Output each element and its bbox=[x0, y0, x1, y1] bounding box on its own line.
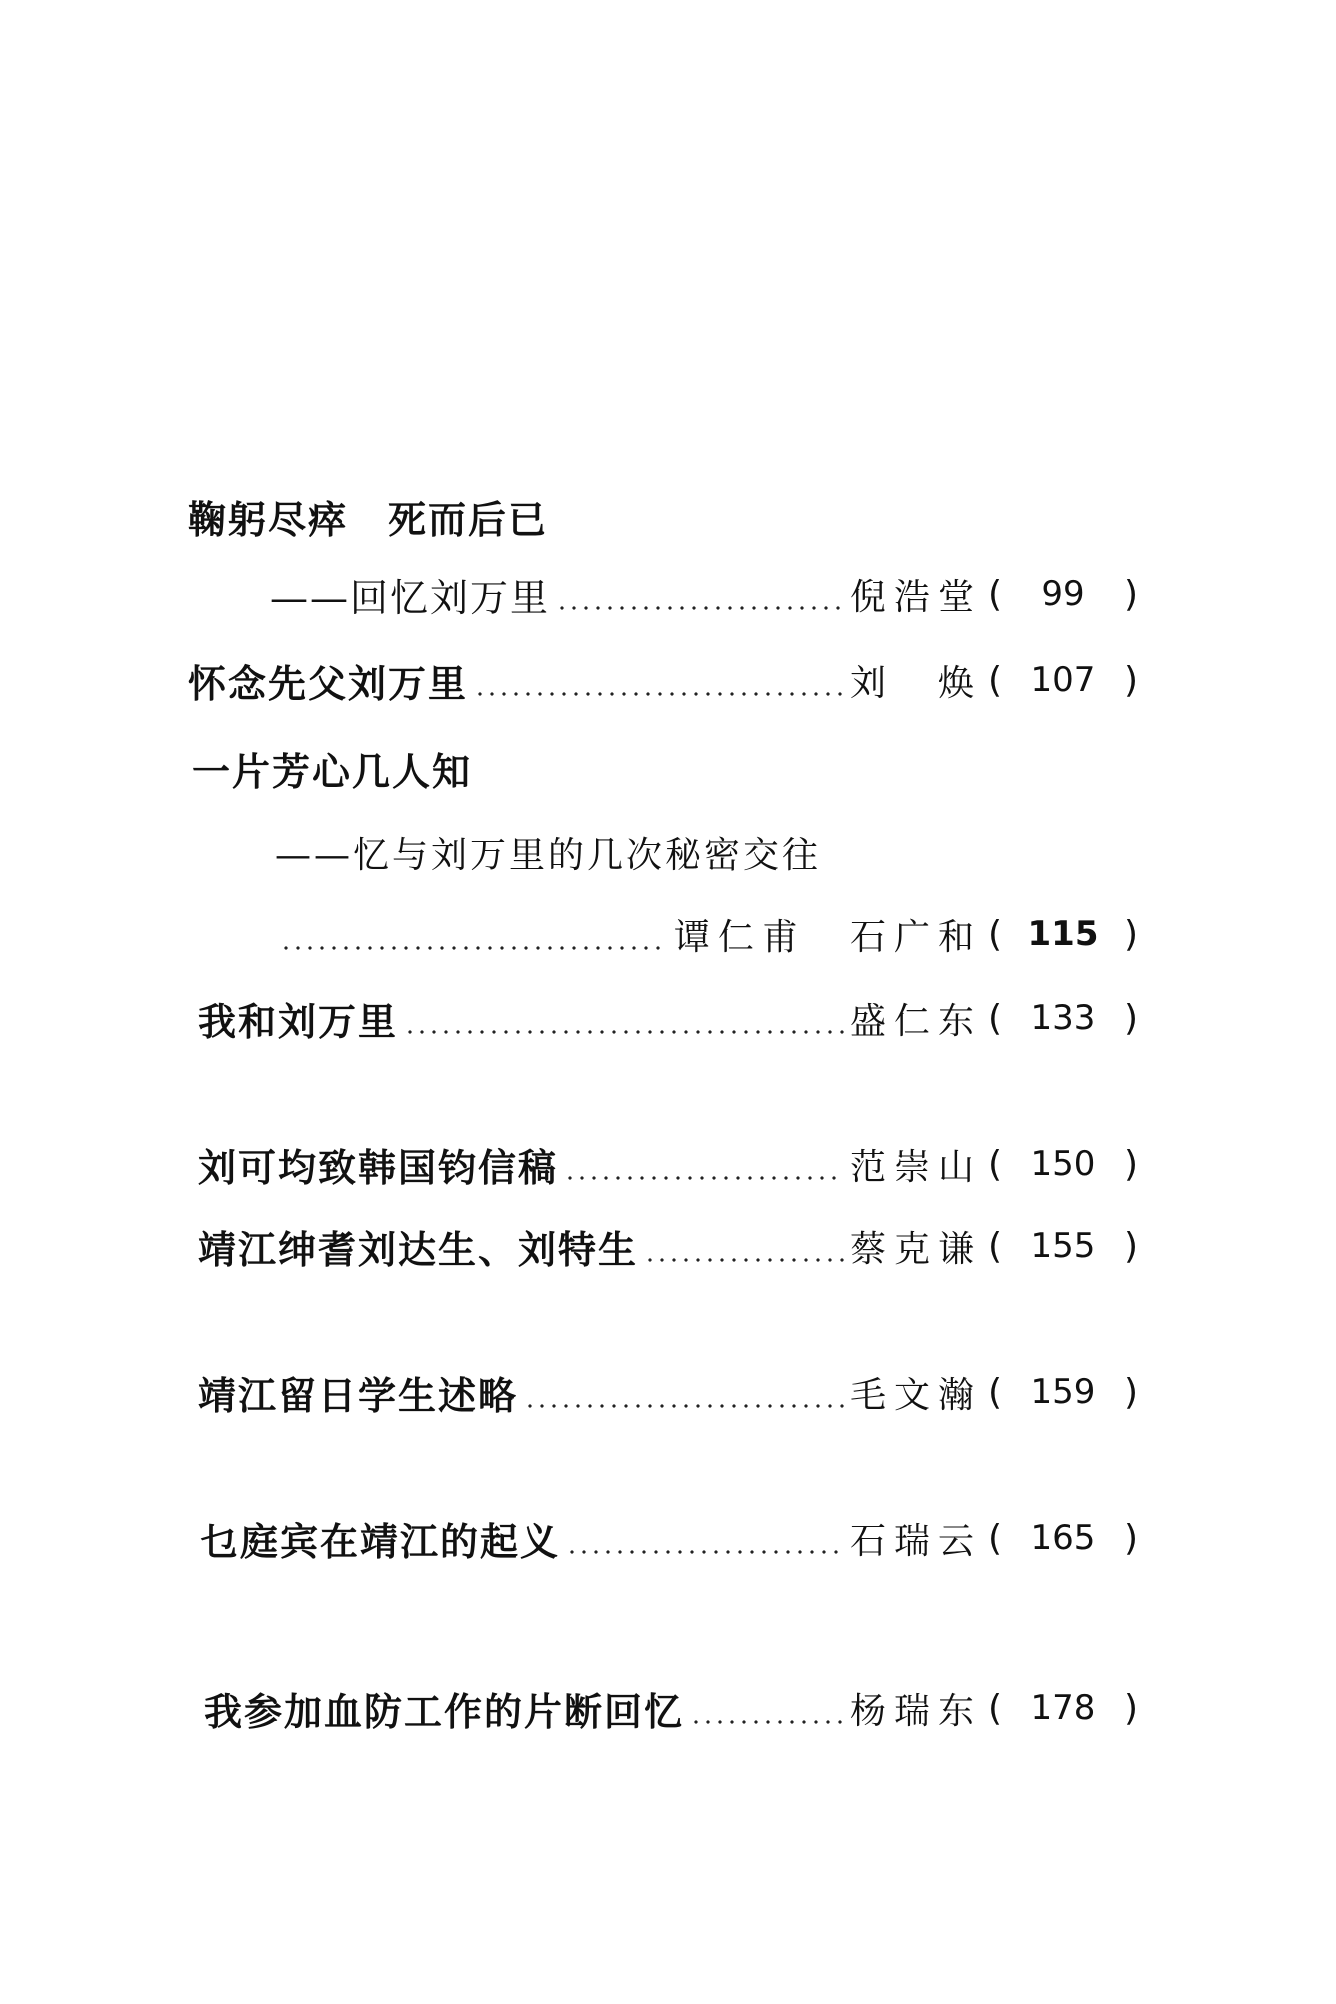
toc-page-number: 159 bbox=[1030, 1372, 1096, 1412]
toc-subheading bbox=[275, 824, 1138, 880]
toc-entry bbox=[198, 1364, 1138, 1420]
toc-entry bbox=[188, 652, 1138, 708]
paren-open: ( bbox=[988, 1371, 1003, 1413]
toc-author: 石瑞云 bbox=[849, 1520, 982, 1562]
paren-open: ( bbox=[988, 1143, 1003, 1185]
paren-close: ) bbox=[1123, 913, 1138, 955]
toc-heading bbox=[188, 488, 1088, 544]
toc-page-ref bbox=[988, 914, 1138, 955]
toc-author: 范崇山 bbox=[849, 1146, 982, 1188]
toc-entry bbox=[200, 1510, 1138, 1566]
toc-title: 靖江绅耆刘达生、刘特生 bbox=[198, 1226, 639, 1272]
paren-open: ( bbox=[988, 1687, 1003, 1729]
paren-close: ) bbox=[1123, 1517, 1138, 1559]
paren-open: ( bbox=[988, 1225, 1003, 1267]
toc-title: 我参加血防工作的片断回忆 bbox=[204, 1688, 685, 1734]
toc-entry bbox=[198, 1136, 1138, 1192]
toc-entry bbox=[270, 566, 1138, 622]
toc-page-number: 150 bbox=[1030, 1144, 1096, 1184]
toc-entry bbox=[280, 906, 1138, 962]
toc-heading bbox=[192, 740, 1092, 796]
toc-page-ref bbox=[988, 1518, 1138, 1559]
toc-page-ref bbox=[988, 660, 1138, 701]
toc-entry bbox=[198, 990, 1138, 1046]
dot-leader bbox=[524, 1404, 844, 1408]
toc-author: 刘 焕 bbox=[849, 662, 982, 704]
toc-page-number: 178 bbox=[1030, 1688, 1096, 1728]
toc-page-number: 115 bbox=[1027, 914, 1099, 954]
dot-leader bbox=[280, 946, 668, 950]
toc-entry bbox=[198, 1218, 1138, 1274]
toc-page-ref bbox=[988, 574, 1138, 615]
toc-page-number: 165 bbox=[1030, 1518, 1096, 1558]
toc-author: 毛文瀚 bbox=[849, 1374, 982, 1416]
toc-page-ref bbox=[988, 998, 1138, 1039]
toc-page-ref bbox=[988, 1688, 1138, 1729]
paren-close: ) bbox=[1123, 1687, 1138, 1729]
paren-close: ) bbox=[1123, 1225, 1138, 1267]
toc-author: 盛仁东 bbox=[849, 1000, 982, 1042]
toc-page-number: 133 bbox=[1030, 998, 1096, 1038]
paren-close: ) bbox=[1123, 1143, 1138, 1185]
paren-close: ) bbox=[1123, 659, 1138, 701]
paren-close: ) bbox=[1123, 1371, 1138, 1413]
dot-leader bbox=[564, 1176, 844, 1180]
paren-open: ( bbox=[988, 1517, 1003, 1559]
toc-page-number: 99 bbox=[1041, 574, 1085, 614]
paren-close: ) bbox=[1123, 573, 1138, 615]
dot-leader bbox=[556, 606, 844, 610]
toc-author: 倪浩堂 bbox=[849, 576, 982, 618]
toc-author: 蔡克谦 bbox=[849, 1228, 982, 1270]
toc-page-ref bbox=[988, 1144, 1138, 1185]
toc-title: 一片芳心几人知 bbox=[192, 748, 473, 794]
toc-title: 靖江留日学生述略 bbox=[198, 1372, 519, 1418]
toc-title: 乜庭宾在靖江的起义 bbox=[200, 1518, 561, 1564]
paren-open: ( bbox=[988, 573, 1003, 615]
toc-page-number: 155 bbox=[1030, 1226, 1096, 1266]
dot-leader bbox=[474, 692, 844, 696]
dot-leader bbox=[566, 1550, 844, 1554]
toc-subtitle: ——回忆刘万里 bbox=[270, 575, 551, 620]
toc-entry bbox=[204, 1680, 1138, 1736]
paren-close: ) bbox=[1123, 997, 1138, 1039]
toc-page-ref bbox=[988, 1226, 1138, 1267]
toc-title: 怀念先父刘万里 bbox=[188, 660, 469, 706]
toc-title: 鞠躬尽瘁 死而后已 bbox=[188, 496, 549, 542]
toc-page-ref bbox=[988, 1372, 1138, 1413]
paren-open: ( bbox=[988, 659, 1003, 701]
toc-author: 杨瑞东 bbox=[849, 1690, 982, 1732]
dot-leader bbox=[404, 1030, 844, 1034]
dot-leader bbox=[690, 1720, 844, 1724]
toc-page-number: 107 bbox=[1030, 660, 1096, 700]
dot-leader bbox=[644, 1258, 844, 1262]
toc-subtitle: ——忆与刘万里的几次秘密交往 bbox=[275, 834, 822, 876]
toc-title: 刘可均致韩国钧信稿 bbox=[198, 1144, 559, 1190]
paren-open: ( bbox=[988, 997, 1003, 1039]
toc-title: 我和刘万里 bbox=[198, 998, 399, 1044]
toc-author: 谭仁甫 石广和 bbox=[673, 916, 982, 958]
paren-open: ( bbox=[988, 913, 1003, 955]
